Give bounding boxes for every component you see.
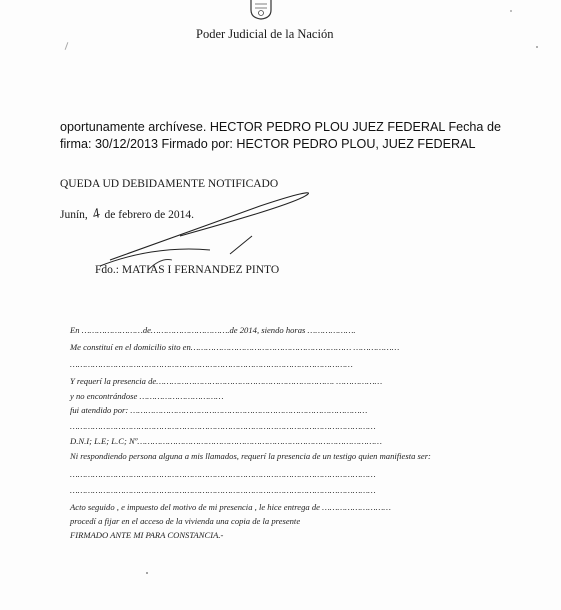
scan-speck	[146, 572, 148, 574]
place-name: Junín,	[60, 209, 88, 221]
form-line-3: …………………………………………………………………………………………………	[70, 359, 353, 369]
signer-name: Fdo.: MATIAS I FERNANDEZ PINTO	[95, 264, 280, 276]
form-line-12: Acto seguido , e impuesto del motivo de mi presencia , le hice entrega de ………………………	[70, 502, 391, 512]
form-line-14: FIRMADO ANTE MI PARA CONSTANCIA.-	[70, 530, 224, 540]
form-line-9: Ni respondiendo persona alguna a mis llamados, requerí la presencia de un testigo quien manifiesta ser:	[70, 451, 431, 461]
scan-speck	[536, 46, 538, 48]
handwritten-day: 4	[90, 206, 102, 223]
form-line-13: procedí a fijar en el acceso de la vivienda una copia de la presente	[70, 516, 301, 526]
form-line-1: En ……………………de………………………….de 2014, siendo horas ……………….	[70, 325, 356, 335]
scan-speck	[510, 10, 512, 12]
notification-heading: QUEDA UD DEBIDAMENTE NOTIFICADO	[60, 178, 279, 190]
form-line-8: D.N.I; L.E; L.C; Nº……………………………………………………………………………………	[70, 436, 382, 446]
national-seal-icon	[248, 0, 274, 20]
page-header-title: Poder Judicial de la Nación	[196, 27, 334, 41]
ruling-text-line-1: oportunamente archívese. HECTOR PEDRO PLOU JUEZ FEDERAL Fecha de	[60, 120, 501, 134]
scan-speck	[65, 42, 69, 50]
form-line-7: …………………………………………………………………………………………………………	[70, 421, 376, 431]
handwritten-signature	[60, 184, 320, 272]
form-line-10: …………………………………………………………………………………………………………	[70, 469, 376, 479]
ruling-text-line-2: firma: 30/12/2013 Firmado por: HECTOR PEDRO PLOU, JUEZ FEDERAL	[60, 137, 476, 151]
date-rest: de febrero de 2014.	[104, 209, 194, 221]
form-line-6: fui atendido por: …………………………………………………………………………………	[70, 405, 368, 415]
form-line-4: Y requerí la presencia de……………………………………………………………. ………………	[70, 376, 383, 386]
form-line-11: …………………………………………………………………………………………………………	[70, 485, 376, 495]
form-line-2: Me constituí en el domicilio sito en……………………………………………………… ………………	[70, 342, 400, 352]
form-line-5: y no encontrándose ……………………………	[70, 391, 224, 401]
